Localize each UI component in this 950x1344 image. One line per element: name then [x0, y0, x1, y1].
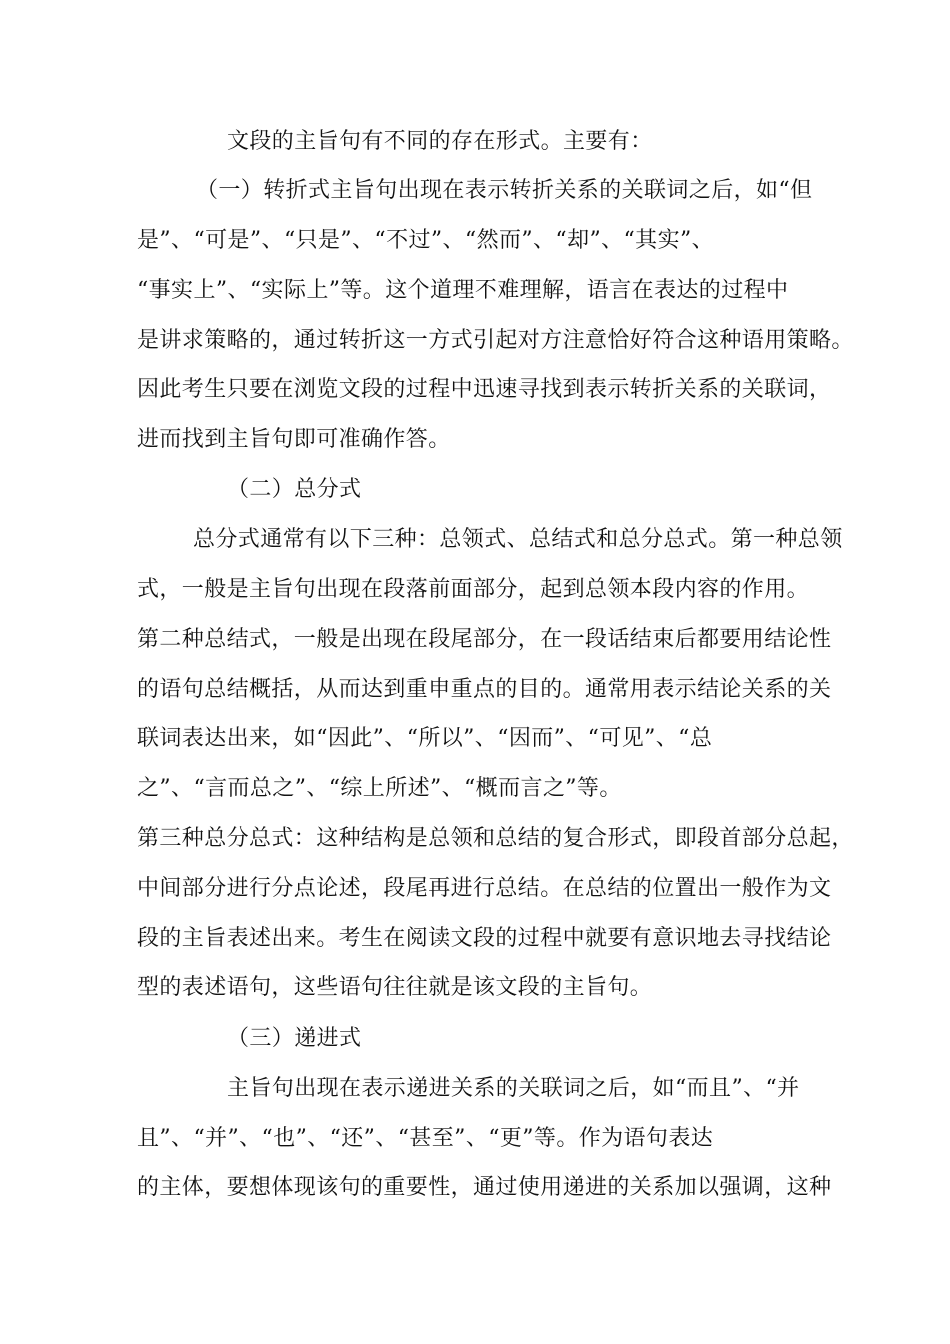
text-line: 的主体，要想体现该句的重要性，通过使用递进的关系加以强调，这种 [137, 1175, 832, 1200]
text-line: 是”、“可是”、“只是”、“不过”、“然而”、“却”、“其实”、 [137, 228, 715, 253]
text-line: 文段的主旨句有不同的存在形式。主要有： [227, 129, 653, 154]
text-line: 型的表述语句，这些语句往往就是该文段的主旨句。 [137, 975, 653, 1000]
text-line: 的语句总结概括，从而达到重申重点的目的。通常用表示结论关系的关 [137, 677, 832, 702]
text-line: 总分式通常有以下三种：总领式、总结式和总分总式。第一种总领 [193, 527, 843, 552]
text-line: 主旨句出现在表示递进关系的关联词之后，如“而且”、“并 [227, 1076, 800, 1101]
text-line: 进而找到主旨句即可准确作答。 [137, 427, 451, 452]
text-line: 第二种总结式，一般是出现在段尾部分，在一段话结束后都要用结论性 [137, 627, 832, 652]
text-line: 联词表达出来，如“因此”、“所以”、“因而”、“可见”、“总 [137, 726, 713, 751]
text-line: “事实上”、“实际上”等。这个道理不难理解，语言在表达的过程中 [137, 278, 789, 303]
text-line: 中间部分进行分点论述，段尾再进行总结。在总结的位置出一般作为文 [137, 876, 832, 901]
text-line: 因此考生只要在浏览文段的过程中迅速寻找到表示转折关系的关联词， [137, 377, 832, 402]
text-line: 段的主旨表述出来。考生在阅读文段的过程中就要有意识地去寻找结论 [137, 926, 832, 951]
heading-progressive-type: （三）递进式 [227, 1026, 362, 1051]
heading-total-sub-type: （二）总分式 [227, 477, 362, 502]
text-line: 式，一般是主旨句出现在段落前面部分，起到总领本段内容的作用。 [137, 577, 810, 602]
text-line: 第三种总分总式：这种结构是总领和总结的复合形式，即段首部分总起， [137, 826, 854, 851]
heading-turn-type: （一）转折式主旨句出现在表示转折关系的关联词之后，如“但 [196, 178, 813, 203]
text-line: 且”、“并”、“也”、“还”、“甚至”、“更”等。作为语句表达 [137, 1126, 714, 1151]
text-line: 是讲求策略的，通过转折这一方式引起对方注意恰好符合这种语用策略。 [137, 328, 854, 353]
text-line: 之”、“言而总之”、“综上所述”、“概而言之”等。 [137, 776, 622, 801]
